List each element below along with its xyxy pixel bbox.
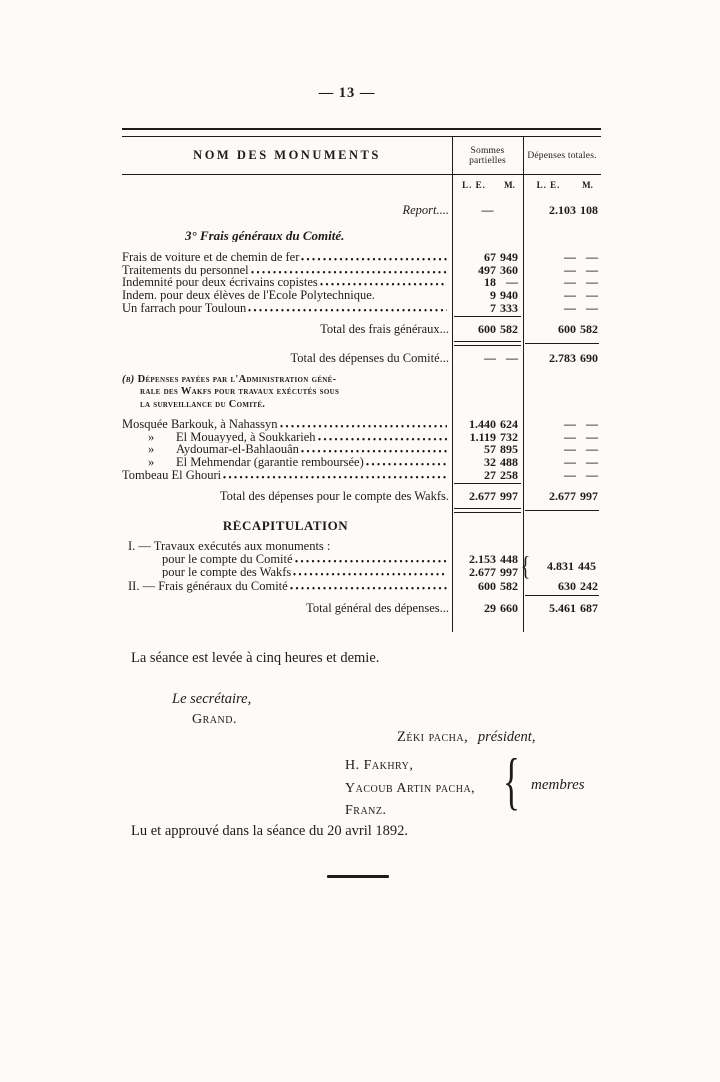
table-header-row — [122, 137, 601, 174]
sommes-partielles-cell-m: 660 — [500, 601, 518, 616]
table-row — [122, 289, 601, 302]
sommes-partielles-cell — [452, 580, 523, 593]
depenses-totales-cell — [523, 580, 601, 593]
depenses-totales-cell-m: — — [586, 300, 598, 315]
dot-leader — [320, 282, 447, 286]
page-number: — 13 — — [318, 85, 376, 101]
sommes-partielles-cell-le: 18 — [484, 275, 496, 290]
table-row — [122, 276, 601, 289]
row-label: Indem. pour deux élèves de l'Ecole Polytechnique. — [122, 288, 375, 302]
total-row — [122, 352, 601, 365]
dot-leader — [223, 475, 447, 479]
depenses-totales-cell-le: — — [564, 454, 576, 469]
depenses-totales-cell-le: — — [564, 300, 576, 315]
sommes-partielles-cell-le: 32 — [484, 454, 496, 469]
sommes-partielles-cell-le: 9 — [490, 287, 496, 302]
row-label-cell — [122, 289, 452, 302]
ditto-mark: » — [148, 443, 155, 456]
sum-rule — [454, 341, 521, 346]
sommes-partielles-cell-m: 582 — [500, 579, 518, 594]
sommes-partielles-cell-le: 29 — [484, 601, 496, 616]
sum-rule — [454, 508, 521, 513]
depenses-totales-cell-m: 997 — [580, 489, 598, 504]
depenses-totales-cell-m: 582 — [580, 322, 598, 337]
sommes-partielles-cell-le: 2.677 — [469, 564, 496, 579]
wakfs-note — [122, 374, 339, 412]
depenses-totales-cell-le: — — [564, 429, 576, 444]
currency-header-dt — [523, 180, 601, 190]
sommes-partielles-cell — [452, 204, 523, 217]
sommes-partielles-cell-le: 67 — [484, 250, 496, 265]
row-label: Indemnité pour deux écrivains copistes — [122, 276, 318, 289]
sommes-partielles-cell — [452, 553, 523, 566]
row-label-cell — [122, 540, 452, 553]
depenses-totales-cell — [523, 490, 601, 503]
sommes-partielles-cell-le: 7 — [490, 300, 496, 315]
sommes-partielles-cell-le: 497 — [478, 262, 496, 277]
secretary-title: Le secrétaire, — [172, 691, 252, 707]
sommes-partielles-cell-m: 732 — [500, 429, 518, 444]
row-label-cell — [122, 469, 452, 482]
column-rule-row — [122, 595, 601, 596]
sum-rule — [454, 316, 521, 317]
table-row — [122, 443, 601, 456]
depenses-totales-cell-m: — — [586, 287, 598, 302]
sommes-partielles-cell-le: 1.440 — [469, 417, 496, 432]
braced-subtotal-group — [122, 553, 601, 580]
dot-leader — [248, 308, 447, 312]
row-label-cell — [122, 431, 452, 444]
depenses-totales-cell-m: — — [586, 250, 598, 265]
depenses-totales-cell — [532, 559, 601, 574]
row-label-cell — [122, 456, 452, 469]
row-label: El Mehmendar (garantie remboursée) — [176, 455, 364, 469]
currency-m-label: M. — [504, 179, 515, 190]
sommes-partielles-cell — [452, 566, 523, 579]
row-label: II. — Frais généraux du Comité — [128, 580, 288, 593]
row-label-cell — [122, 352, 452, 365]
depenses-totales-cell — [523, 456, 601, 469]
ditto-mark: » — [148, 455, 155, 469]
depenses-totales-cell-le: 4.831 — [547, 559, 574, 574]
column-rule-row — [122, 341, 601, 346]
president-signature — [397, 729, 535, 746]
row-label: pour le compte des Wakfs — [162, 565, 292, 579]
currency-header-sp — [452, 180, 523, 190]
depenses-totales-cell-m: — — [586, 275, 598, 290]
sommes-partielles-cell-m: 997 — [500, 564, 518, 579]
dot-leader — [293, 572, 447, 576]
table-row — [122, 251, 601, 264]
depenses-totales-cell-m: 445 — [578, 559, 596, 574]
dot-leader — [251, 270, 447, 274]
depenses-totales-cell-le: — — [564, 467, 576, 482]
table-row — [122, 566, 523, 579]
depenses-totales-cell-le: 2.103 — [549, 203, 576, 217]
dot-leader — [366, 462, 447, 466]
column-rule-row — [122, 483, 601, 484]
approval-sentence: Lu et approuvé dans la séance du 20 avril 1892. — [131, 823, 409, 839]
ditto-mark: » — [148, 430, 155, 444]
depenses-totales-cell-m: — — [586, 467, 598, 482]
column-header-depenses-totales: Dépenses totales. — [527, 150, 597, 161]
depenses-totales-cell-m: 690 — [580, 351, 598, 366]
depenses-totales-cell-m: — — [586, 262, 598, 277]
depenses-totales-cell — [523, 602, 601, 615]
row-label-cell — [122, 553, 452, 566]
row-label-cell — [122, 276, 452, 289]
sommes-partielles-cell — [452, 602, 523, 615]
row-label-cell — [122, 374, 452, 412]
table-row — [122, 431, 601, 444]
depenses-totales-cell-le: — — [564, 417, 576, 432]
table-row — [122, 456, 601, 469]
depenses-totales-cell-m: 108 — [580, 203, 598, 217]
depenses-totales-cell-m: — — [586, 454, 598, 469]
expense-table — [122, 128, 601, 632]
sommes-partielles-cell-m: 624 — [500, 417, 518, 432]
sommes-partielles-cell-m: 360 — [500, 262, 518, 277]
sommes-partielles-cell-le: 27 — [484, 467, 496, 482]
depenses-totales-cell-le: — — [564, 262, 576, 277]
row-label-cell — [122, 302, 452, 315]
column-header-monuments: NOM DES MONUMENTS — [193, 148, 381, 162]
depenses-totales-cell — [523, 352, 601, 365]
depenses-totales-cell — [523, 251, 601, 264]
row-label-cell — [122, 418, 452, 431]
dot-leader — [290, 586, 447, 590]
row-label-cell — [122, 566, 452, 579]
sum-rule — [525, 595, 599, 596]
depenses-totales-cell-le: — — [564, 250, 576, 265]
row-label-cell — [122, 264, 452, 277]
sommes-partielles-cell-m: 488 — [500, 454, 518, 469]
table-row — [122, 580, 601, 593]
sommes-partielles-cell-le: 600 — [478, 579, 496, 594]
sommes-partielles-cell — [452, 418, 523, 431]
column-header-sommes-partielles: Sommes partielles — [469, 145, 506, 166]
table-row — [122, 264, 601, 277]
sum-rule — [454, 483, 521, 484]
members-role: membres — [531, 777, 585, 793]
total-label: Total des frais généraux... — [320, 323, 449, 337]
depenses-totales-cell-le: 2.677 — [549, 489, 576, 504]
table-row — [122, 418, 601, 431]
total-row — [122, 602, 601, 615]
row-label-cell — [122, 323, 452, 336]
depenses-totales-cell-le: — — [564, 287, 576, 302]
sommes-partielles-cell-m: 949 — [500, 250, 518, 265]
depenses-totales-cell — [523, 323, 601, 336]
depenses-totales-cell-m: 687 — [580, 601, 598, 616]
sommes-partielles-cell-m: — — [506, 351, 518, 366]
dot-leader — [301, 257, 447, 261]
row-label: El Mouayyed, à Soukkarieh — [176, 430, 316, 444]
column-rule-row — [122, 316, 601, 317]
note-prefix: (b) — [122, 373, 135, 385]
row-label: Mosquée Barkouk, à Nahassyn — [122, 418, 278, 431]
row-label-cell — [122, 443, 452, 456]
table-rows — [122, 204, 601, 615]
row-label-cell — [122, 602, 452, 615]
depenses-totales-cell — [523, 289, 601, 302]
sommes-partielles-cell — [452, 289, 523, 302]
depenses-totales-cell — [523, 469, 601, 482]
recapitulation-heading-row — [122, 520, 601, 533]
president-name: Zéki pacha, — [397, 729, 469, 745]
row-label-cell — [122, 230, 452, 243]
sommes-partielles-cell — [452, 490, 523, 503]
member-name: Yacoub Artin pacha, — [345, 780, 476, 796]
total-row — [122, 323, 601, 336]
sommes-partielles-cell — [452, 251, 523, 264]
dot-leader — [295, 559, 447, 563]
sommes-partielles-cell — [452, 456, 523, 469]
recapitulation-heading: RÉCAPITULATION — [222, 520, 349, 533]
closing-sentence: La séance est levée à cinq heures et demie. — [131, 650, 380, 666]
depenses-totales-cell-m: 242 — [580, 579, 598, 594]
currency-header-row — [122, 175, 601, 194]
dot-leader — [280, 424, 447, 428]
sommes-partielles-cell-le: 1.119 — [469, 429, 496, 444]
row-label: I. — Travaux exécutés aux monuments : — [128, 539, 331, 553]
depenses-totales-cell-le: — — [564, 275, 576, 290]
depenses-totales-cell-le: 630 — [558, 579, 576, 594]
total-label: Total général des dépenses... — [306, 602, 449, 615]
sum-rule — [525, 510, 599, 511]
sommes-partielles-cell-m: 997 — [500, 489, 518, 504]
sommes-partielles-cell — [452, 469, 523, 482]
depenses-totales-cell-le: 600 — [558, 322, 576, 337]
depenses-totales-cell-le: 2.783 — [549, 351, 576, 366]
sommes-partielles-cell-le: 600 — [478, 322, 496, 337]
row-label: Un farrach pour Touloun — [122, 301, 247, 315]
note-line: (b) Dépenses payées par l'Administration géné- — [122, 373, 337, 385]
total-row — [122, 490, 601, 503]
table-row — [122, 302, 601, 315]
sommes-partielles-cell-m: 448 — [500, 552, 518, 567]
depenses-totales-cell — [523, 302, 601, 315]
sommes-partielles-cell — [452, 323, 523, 336]
row-label-cell — [122, 490, 452, 503]
dash-value: — — [481, 203, 494, 217]
wakfs-note-row — [122, 374, 601, 412]
sommes-partielles-cell-m: 333 — [500, 300, 518, 315]
table-row — [122, 553, 523, 566]
currency-le-label: L. E. — [462, 179, 486, 190]
table-row — [122, 469, 601, 482]
section-heading: 3° Frais généraux du Comité. — [185, 229, 345, 243]
members-signatures — [345, 755, 475, 823]
sommes-partielles-cell-le: 2.153 — [469, 552, 496, 567]
grouping-brace: { — [520, 551, 531, 582]
sommes-partielles-cell — [452, 352, 523, 365]
column-rule-row — [122, 508, 601, 513]
sommes-partielles-cell-le: — — [484, 351, 496, 366]
sommes-partielles-cell-m: 940 — [500, 287, 518, 302]
sommes-partielles-cell — [452, 302, 523, 315]
note-line: rale des Wakfs pour travaux exécutés sous — [140, 386, 340, 398]
currency-m-label: M. — [582, 179, 593, 190]
secretary-name: Grand. — [192, 712, 237, 727]
depenses-totales-cell — [523, 418, 601, 431]
row-label-cell — [122, 204, 452, 217]
dot-leader — [318, 437, 447, 441]
row-label: Frais de voiture et de chemin de fer — [122, 251, 300, 264]
president-role: président, — [477, 729, 536, 745]
depenses-totales-cell-le: 5.461 — [549, 601, 576, 616]
row-label-cell — [122, 520, 452, 533]
row-label: pour le compte du Comité — [162, 553, 293, 566]
total-label: Total des dépenses du Comité... — [290, 352, 449, 365]
depenses-totales-cell-m: — — [586, 442, 598, 457]
sommes-partielles-cell-m: 258 — [500, 467, 518, 482]
sommes-partielles-cell-le: 57 — [484, 442, 496, 457]
row-label: Report.... — [402, 204, 449, 217]
currency-le-label: L. E. — [536, 179, 561, 190]
row-label: Aydoumar-el-Bahlaouân — [176, 443, 299, 456]
section-heading-row — [122, 230, 601, 243]
note-line: la surveillance du Comité. — [140, 398, 266, 410]
depenses-totales-cell-m: — — [586, 417, 598, 432]
column-divider-1 — [452, 137, 453, 632]
sommes-partielles-cell-m: 582 — [500, 322, 518, 337]
dot-leader — [301, 449, 447, 453]
row-label-cell — [122, 251, 452, 264]
sommes-partielles-cell-m: — — [506, 275, 518, 290]
row-label-cell — [122, 580, 452, 593]
total-label: Total des dépenses pour le compte des Wakfs. — [219, 490, 449, 503]
sommes-partielles-cell-le: 2.677 — [469, 489, 496, 504]
members-brace-glyph: { — [503, 745, 520, 816]
end-of-section-rule — [327, 875, 389, 878]
depenses-totales-cell — [523, 204, 601, 217]
member-name: H. Fakhry, — [345, 758, 414, 773]
depenses-totales-cell-m: — — [586, 429, 598, 444]
table-body — [122, 137, 601, 632]
row-label: Traitements du personnel — [122, 263, 249, 277]
table-row — [122, 204, 601, 217]
depenses-totales-cell-le: — — [564, 442, 576, 457]
sum-rule — [525, 343, 599, 344]
sommes-partielles-cell-m: 895 — [500, 442, 518, 457]
table-top-double-rule — [122, 128, 601, 137]
row-label: Tombeau El Ghouri — [122, 468, 222, 482]
member-name: Franz. — [345, 803, 387, 818]
